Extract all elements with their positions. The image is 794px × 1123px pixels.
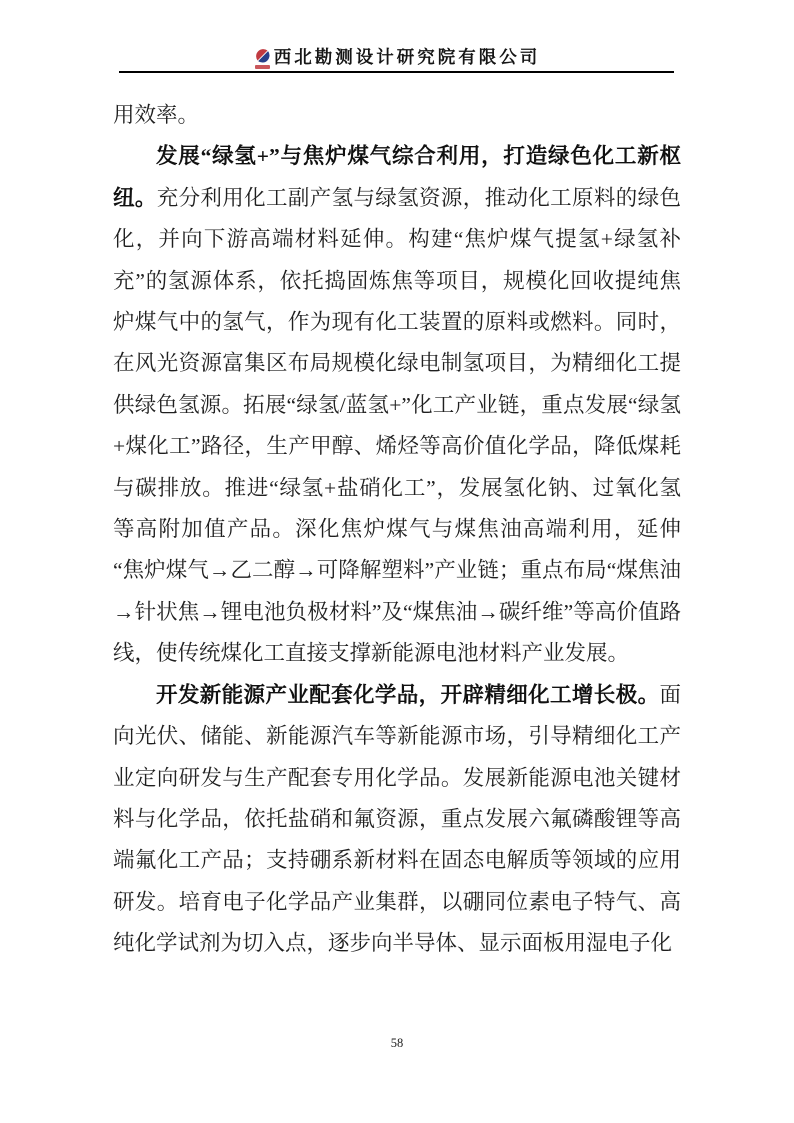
paragraph-green-hydrogen xyxy=(113,136,681,674)
document-body xyxy=(113,95,681,965)
page-footer xyxy=(0,1034,794,1052)
page-number: 58 xyxy=(390,1036,404,1050)
paragraph-new-energy-chemicals xyxy=(113,675,681,965)
header-divider xyxy=(119,71,674,73)
logo-caption-text xyxy=(255,65,270,69)
paragraph-text: 充分利用化工副产氢与绿氢资源，推动化工原料的绿色化，并向下游高端材料延伸。构建“焦炉煤气提氢+绿氢补充”的氢源体系，依托捣固炼焦等项目，规模化回收提纯焦炉煤气中的氢气，作为现有化工装置的原料或燃料。同时，在风光资源富集区布局规模化绿电制氢项目，为精细化工提供绿色氢源。拓展“绿氢/蓝氢+”化工产业链，重点发展“绿氢+煤化工”路径，生产甲醇、烯烃等高价值化学品，降低煤耗与碳排放。推进“绿氢+盐硝化工”，发展氢化钠、过氧化氢等高附加值产品。深化焦炉煤气与煤焦油高端利用，延伸“焦炉煤气→乙二醇→可降解塑料”产业链；重点布局“煤焦油→针状焦→锂电池负极材料”及“煤焦油→碳纤维”等高价值路线，使传统煤化工直接支撑新能源电池材料产业发展。 xyxy=(113,185,681,666)
page-header xyxy=(0,44,794,70)
company-logo xyxy=(254,44,271,69)
paragraph-lead: 发展“绿氢+”与焦炉煤气综合利用，打造绿色化工新枢纽。 xyxy=(113,144,681,210)
powerchina-logo-icon xyxy=(254,47,271,64)
paragraph-text: 用效率。 xyxy=(113,103,200,127)
paragraph-lead: 开发新能源产业配套化学品，开辟精细化工增长极。 xyxy=(156,682,660,707)
company-name: 西北勘测设计研究院有限公司 xyxy=(273,47,541,67)
paragraph-continuation xyxy=(113,95,681,136)
paragraph-text: 面向光伏、储能、新能源汽车等新能源市场，引导精细化工产业定向研发与生产配套专用化学品。发展新能源电池关键材料与化学品，依托盐硝和氟资源，重点发展六氟磷酸锂等高端氟化工产品；支持硼系新材料在固态电解质等领域的应用研发。培育电子化学品产业集群，以硼同位素电子特气、高纯化学试剂为切入点，逐步向半导体、显示面板用湿电子化 xyxy=(113,682,681,956)
